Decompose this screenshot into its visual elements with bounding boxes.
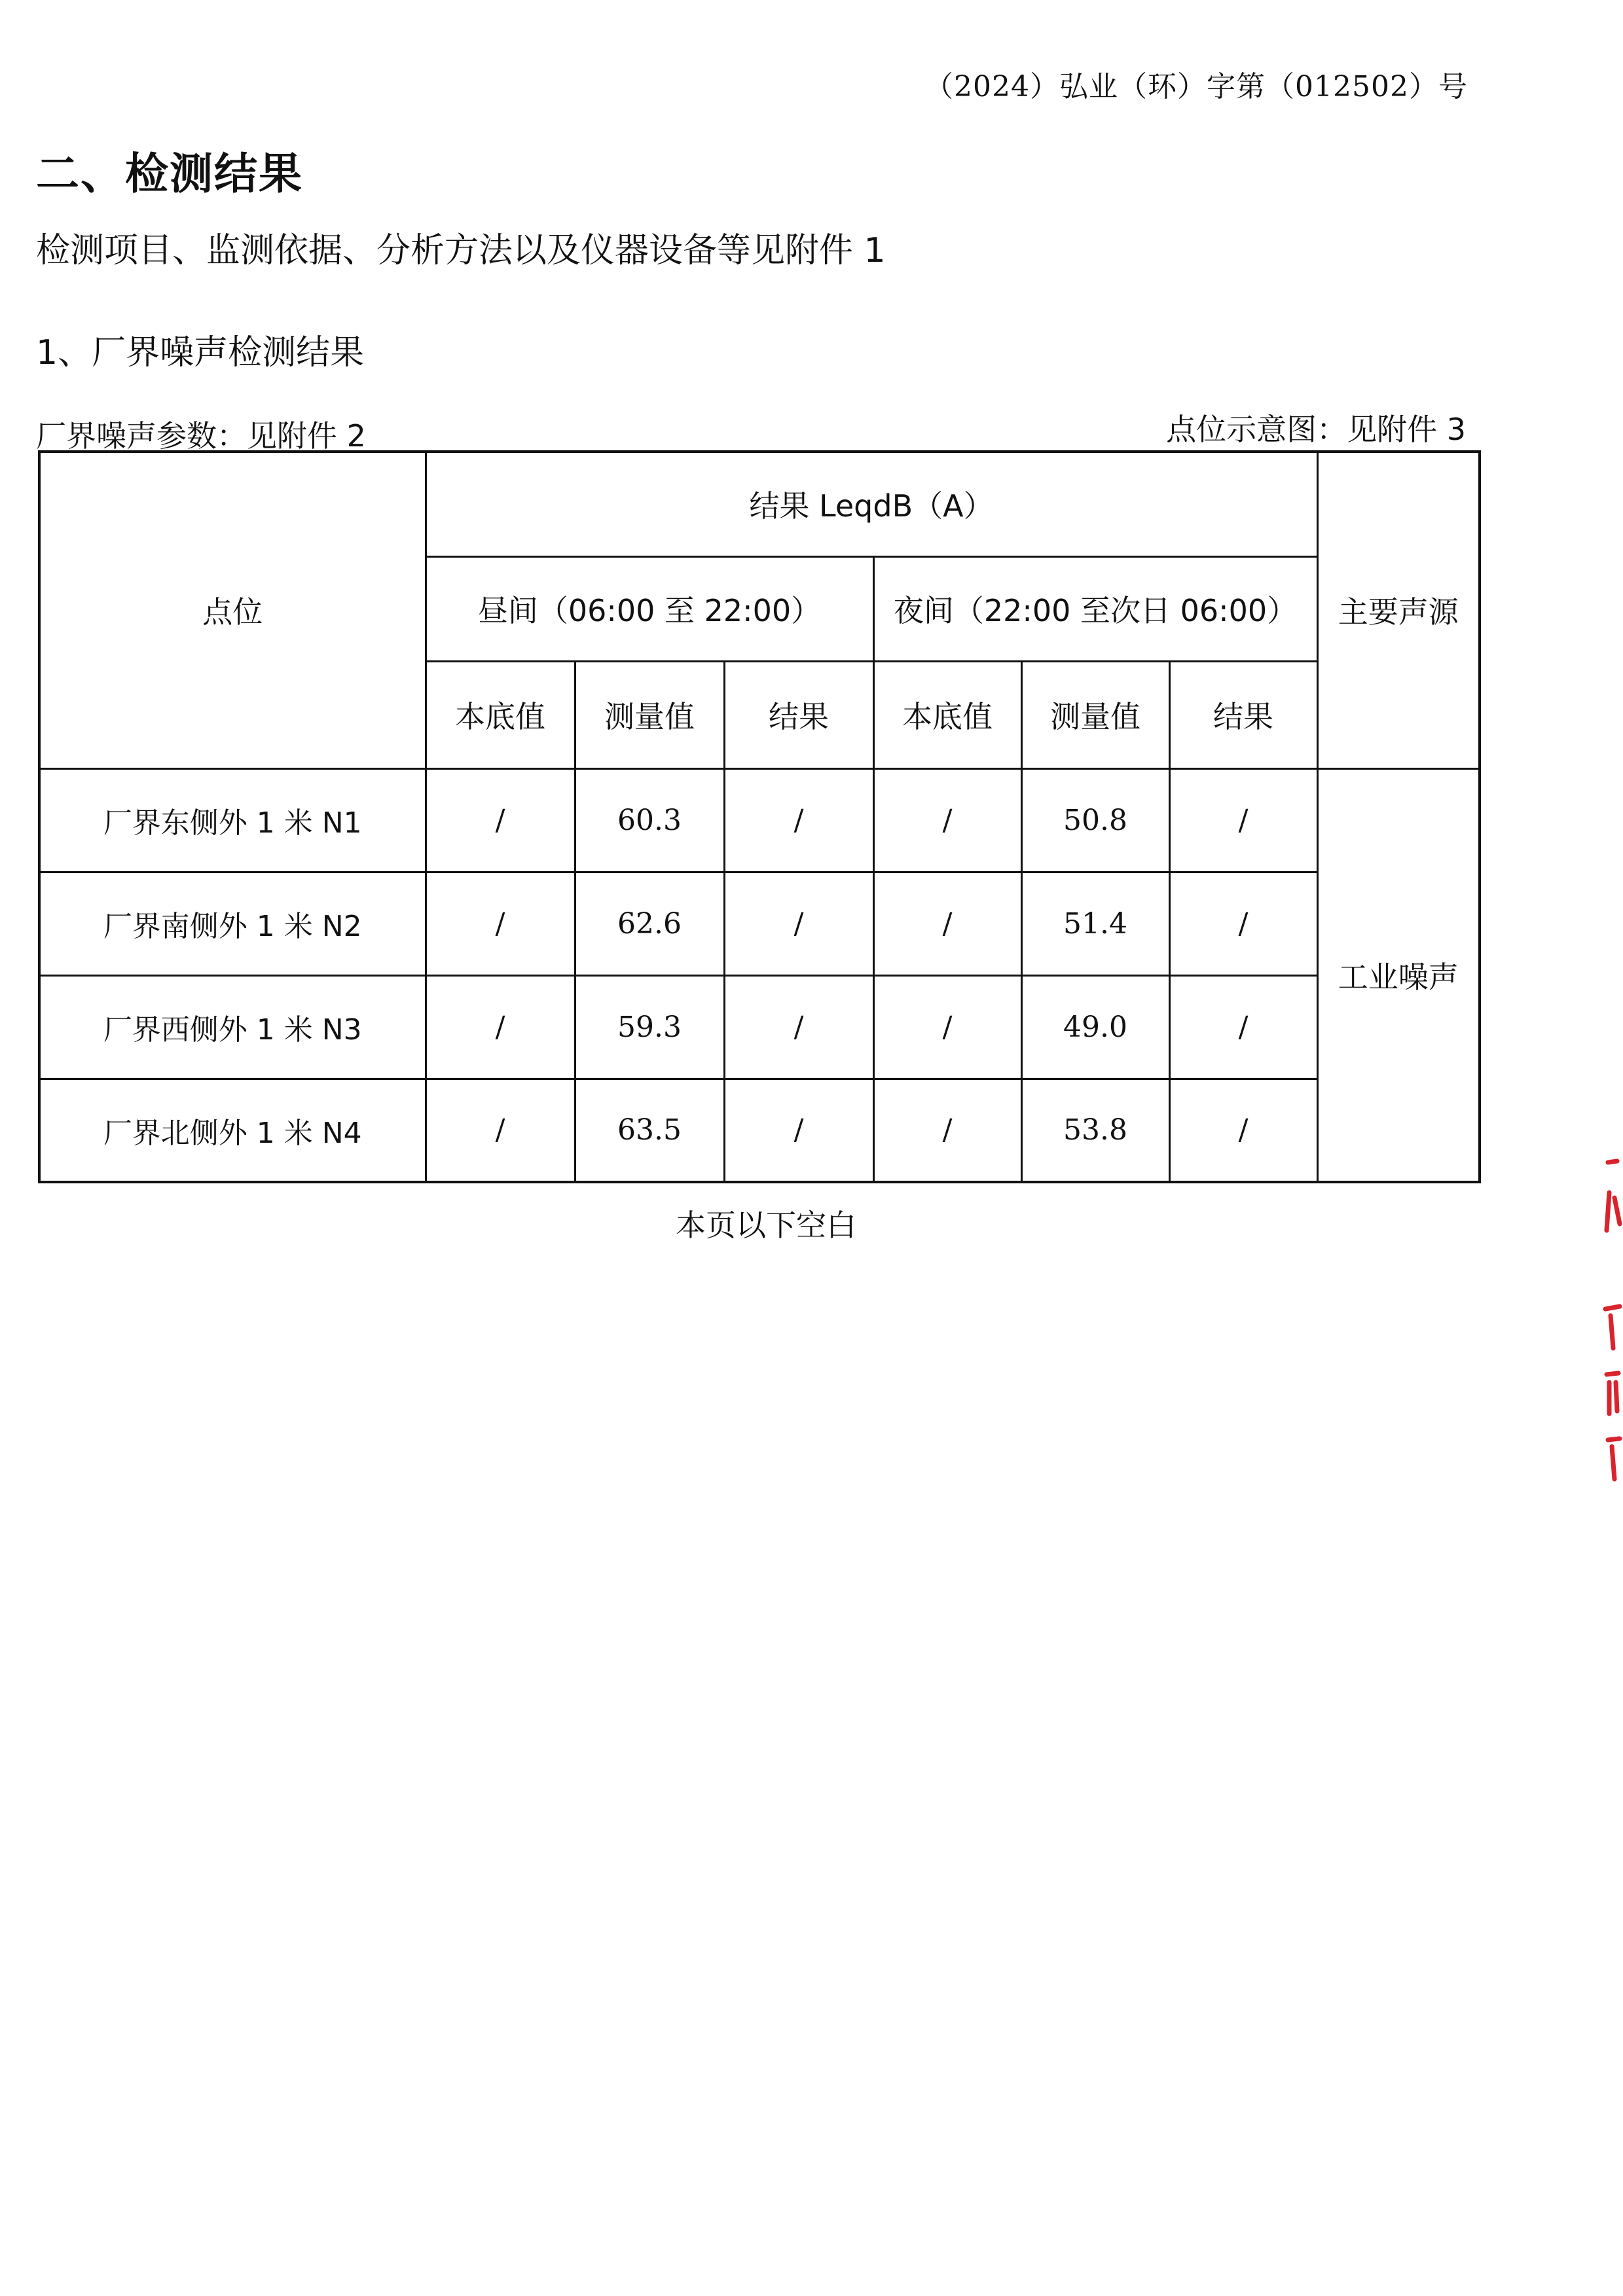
day-result-value: / — [724, 1079, 873, 1182]
point-name: 厂界南侧外 1 米 N2 — [39, 872, 426, 975]
document-number: （2024）弘业（环）字第（012502）号 — [924, 70, 1468, 103]
noise-params-note: 厂界噪声参数：见附件 2 — [36, 418, 366, 454]
point-name: 厂界东侧外 1 米 N1 — [39, 768, 426, 872]
table-row — [39, 975, 1480, 1079]
day-background-header: 本底值 — [426, 661, 575, 768]
night-background-value: / — [873, 975, 1021, 1079]
night-measured-value: 49.0 — [1021, 975, 1169, 1079]
section-title: 二、检测结果 — [36, 149, 303, 199]
day-result-value: / — [724, 768, 873, 872]
day-measured-header: 测量值 — [575, 661, 724, 768]
noise-result-table — [38, 450, 1481, 1183]
night-measured-value: 51.4 — [1021, 872, 1169, 975]
night-background-value: / — [873, 872, 1021, 975]
day-result-value: / — [724, 975, 873, 1079]
attachment-note: 检测项目、监测依据、分析方法以及仪器设备等见附件 1 — [36, 231, 886, 270]
table-row — [39, 872, 1480, 975]
day-background-value: / — [426, 768, 575, 872]
table-row — [39, 1079, 1480, 1182]
day-background-value: / — [426, 1079, 575, 1182]
day-period-header: 昼间（06:00 至 22:00） — [426, 556, 873, 661]
night-measured-value: 50.8 — [1021, 768, 1169, 872]
night-result-value: / — [1169, 768, 1317, 872]
result-header: 结果 LeqdB（A） — [426, 452, 1317, 556]
night-result-value: / — [1169, 1079, 1317, 1182]
day-measured-value: 59.3 — [575, 975, 724, 1079]
point-name: 厂界西侧外 1 米 N3 — [39, 975, 426, 1079]
main-source-header: 主要声源 — [1317, 452, 1480, 768]
blank-below-note: 本页以下空白 — [676, 1208, 856, 1243]
night-background-value: / — [873, 1079, 1021, 1182]
night-period-header: 夜间（22:00 至次日 06:00） — [873, 556, 1317, 661]
seal-stamp-edge — [1603, 1152, 1623, 1492]
night-result-value: / — [1169, 975, 1317, 1079]
point-header: 点位 — [39, 452, 426, 768]
night-result-header: 结果 — [1169, 661, 1317, 768]
subsection-title: 1、厂界噪声检测结果 — [36, 333, 365, 372]
point-name: 厂界北侧外 1 米 N4 — [39, 1079, 426, 1182]
day-result-value: / — [724, 872, 873, 975]
day-measured-value: 63.5 — [575, 1079, 724, 1182]
night-background-header: 本底值 — [873, 661, 1021, 768]
day-background-value: / — [426, 872, 575, 975]
day-measured-value: 60.3 — [575, 768, 724, 872]
table-row — [39, 768, 1480, 872]
night-result-value: / — [1169, 872, 1317, 975]
night-measured-header: 测量值 — [1021, 661, 1169, 768]
night-measured-value: 53.8 — [1021, 1079, 1169, 1182]
day-measured-value: 62.6 — [575, 872, 724, 975]
night-background-value: / — [873, 768, 1021, 872]
main-source-value: 工业噪声 — [1317, 768, 1480, 1182]
point-map-note: 点位示意图：见附件 3 — [1166, 412, 1466, 447]
day-result-header: 结果 — [724, 661, 873, 768]
day-background-value: / — [426, 975, 575, 1079]
